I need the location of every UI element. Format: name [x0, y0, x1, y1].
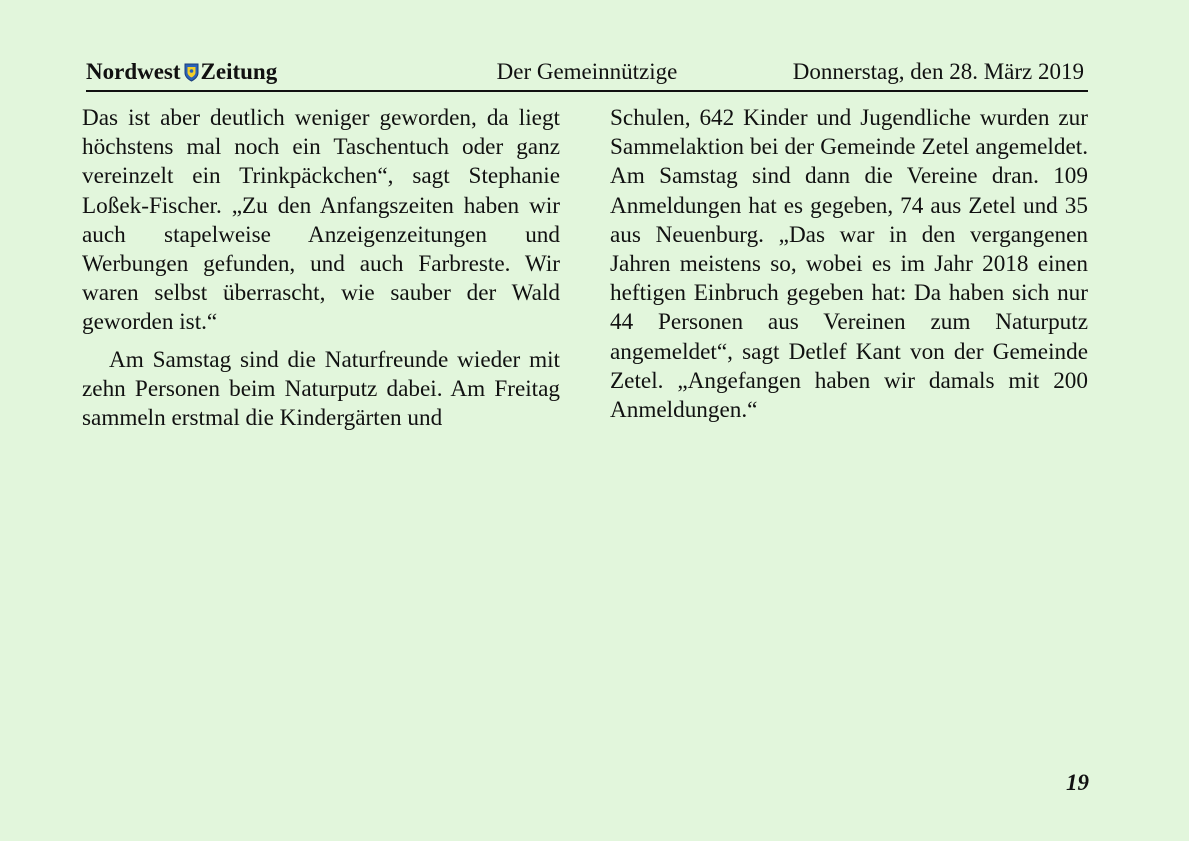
page-header	[86, 58, 1088, 92]
brand-name-part2: Zeitung	[200, 59, 278, 84]
page-number: 19	[1066, 770, 1089, 795]
coat-of-arms-icon	[184, 61, 199, 89]
article-column-right	[610, 104, 1088, 433]
section-title: Der Gemeinnützige	[496, 59, 678, 84]
brand-name-part1: Nordwest	[86, 59, 181, 84]
article-column-left	[82, 104, 560, 441]
newspaper-logo	[86, 58, 277, 89]
article-paragraph: Das ist aber deutlich weniger geworden, da liegt höchstens mal noch ein Taschentuch oder ganz vereinzelt ein Trinkpäckchen“, sagt Stephanie Loßek-Fischer. „Zu den Anfangszeiten haben wir auch stapelweise Anzeigenzeitungen und Werbungen gefunden, und auch Farbreste. Wir waren selbst überrascht, wie sauber der Wald geworden ist.“	[82, 105, 560, 336]
article-paragraph: Schulen, 642 Kinder und Jugendliche wurden zur Sammelaktion bei der Gemeinde Zetel angemeldet. Am Samstag sind dann die Vereine dran. 109 Anmeldungen hat es gegeben, 74 aus Zetel und 35 aus Neuenburg. „Das war in den vergangenen Jahren meistens so, wobei es im Jahr 2018 einen heftigen Einbruch gegeben hat: Da haben sich nur 44 Personen aus Vereinen zum Naturputz angemeldet“, sagt Detlef Kant von der Gemeinde Zetel. „Angefangen haben wir damals mit 200 Anmeldungen.“	[610, 105, 1088, 424]
issue-date: Donnerstag, den 28. März 2019	[792, 59, 1084, 84]
article-paragraph: Am Samstag sind die Naturfreunde wieder mit zehn Personen beim Naturputz dabei. Am Freitag sammeln erstmal die Kindergärten und	[82, 346, 560, 432]
